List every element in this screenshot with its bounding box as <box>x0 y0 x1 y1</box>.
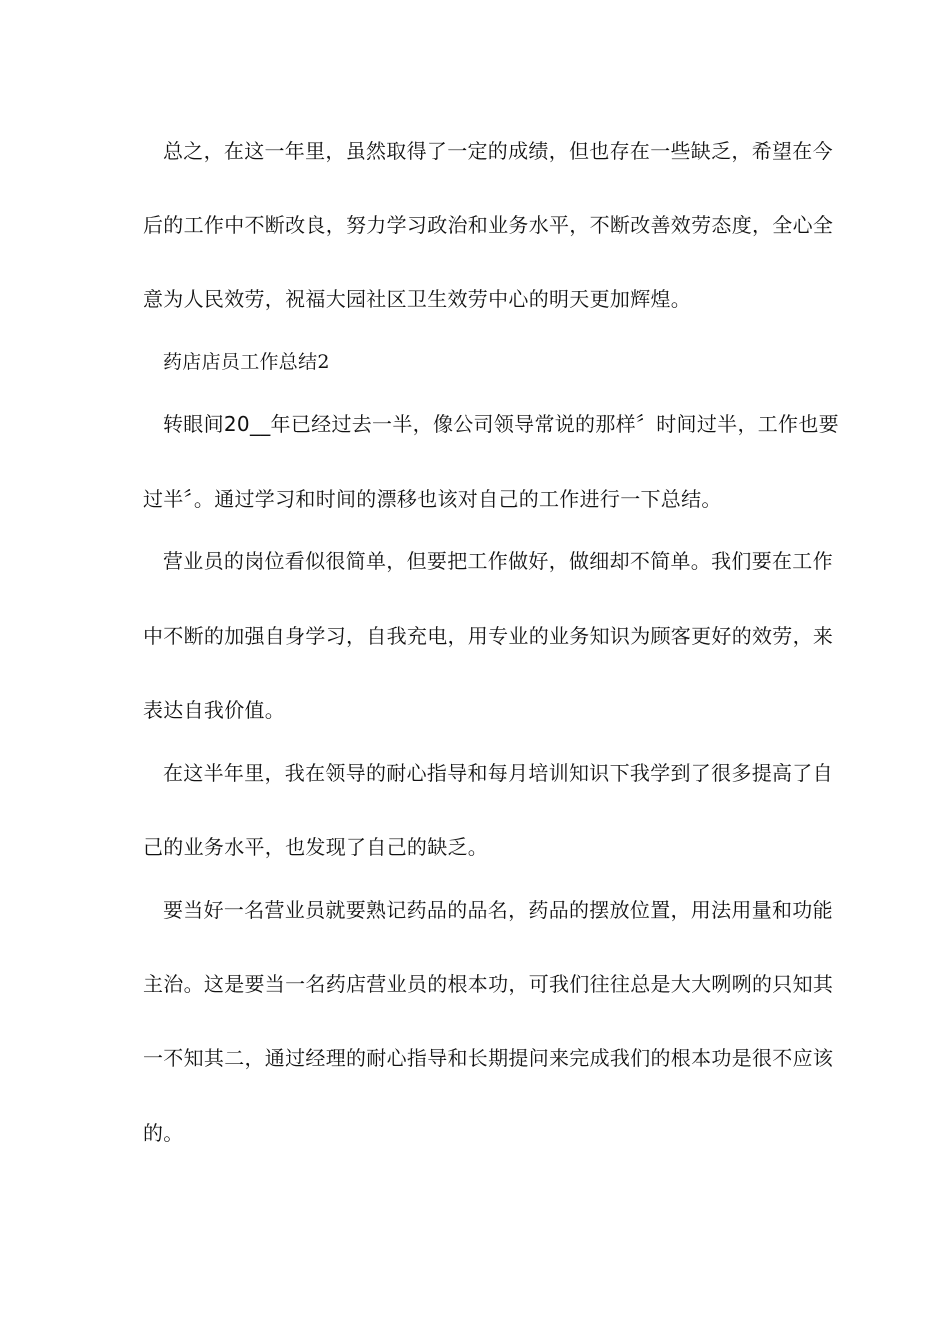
paragraph-line: 中不断的加强自身学习，自我充电，用专业的业务知识为顾客更好的效劳，来 <box>143 624 834 648</box>
paragraph-line: 己的业务水平，也发现了自己的缺乏。 <box>143 835 489 859</box>
paragraph-line: 的。 <box>143 1121 184 1145</box>
paragraph-line: 后的工作中不断改良，努力学习政治和业务水平，不断改善效劳态度，全心全 <box>143 213 834 237</box>
paragraph-line: 要当好一名营业员就要熟记药品的品名，药品的摆放位置，用法用量和功能 <box>163 898 833 922</box>
paragraph-line: 表达自我价值。 <box>143 698 286 722</box>
paragraph-line: 营业员的岗位看似很简单，但要把工作做好，做细却不简单。我们要在工作 <box>163 549 833 573</box>
paragraph-line: 意为人民效劳，祝福大园社区卫生效劳中心的明天更加辉煌。 <box>143 287 692 311</box>
paragraph-line: 一不知其二，通过经理的耐心指导和长期提问来完成我们的根本功是很不应该 <box>143 1046 834 1070</box>
paragraph-line: 在这半年里，我在领导的耐心指导和每月培训知识下我学到了很多提高了自 <box>163 761 833 785</box>
paragraph-line: 转眼间20__年已经过去一半，像公司领导常说的那样〞时间过半，工作也要 <box>163 412 839 436</box>
section-heading: 药店店员工作总结2 <box>163 351 330 373</box>
paragraph-line: 过半〞。通过学习和时间的漂移也该对自己的工作进行一下总结。 <box>143 487 722 511</box>
paragraph-line: 主治。这是要当一名药店营业员的根本功，可我们往往总是大大咧咧的只知其 <box>143 972 834 996</box>
paragraph-line: 总之，在这一年里，虽然取得了一定的成绩，但也存在一些缺乏，希望在今 <box>163 139 833 163</box>
